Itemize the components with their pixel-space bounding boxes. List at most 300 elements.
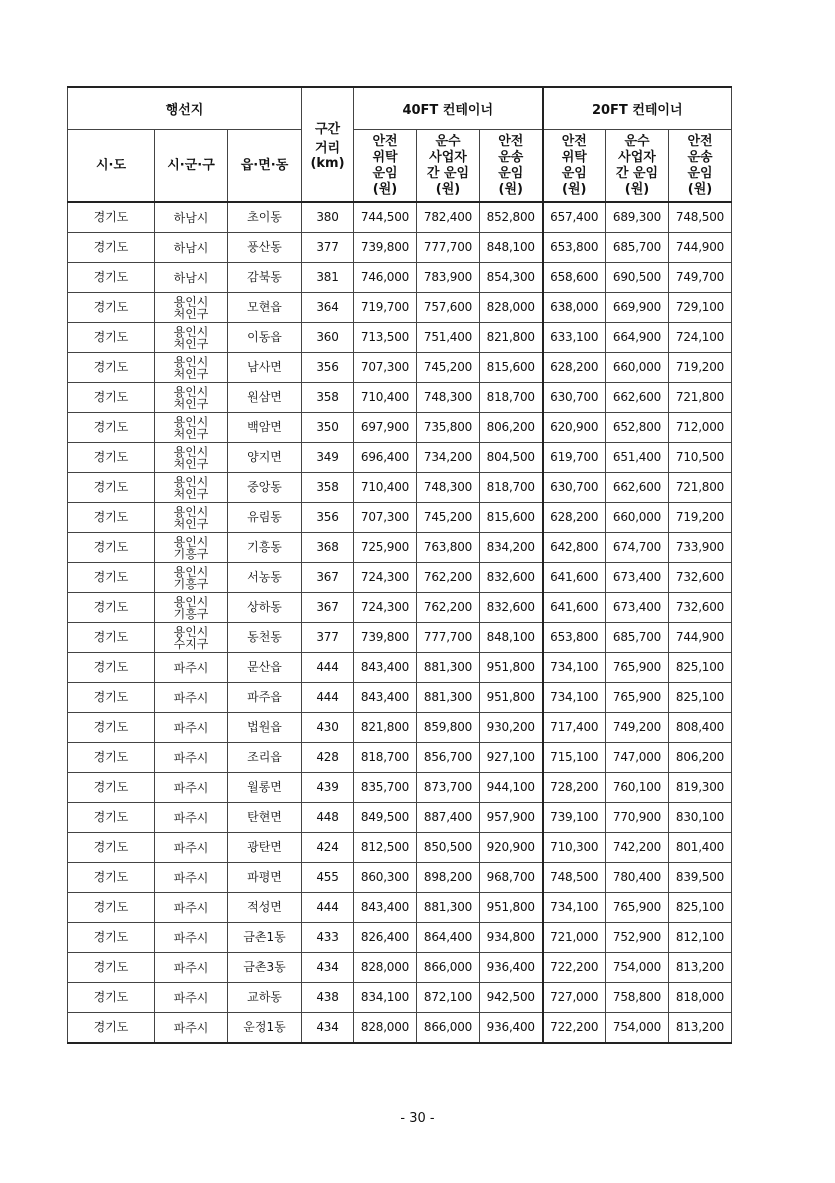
distance-cell: 439 <box>302 773 354 803</box>
safe-transport-20-cell: 801,400 <box>669 833 732 863</box>
distance-cell: 358 <box>302 383 354 413</box>
carrier-rate-40-cell: 745,200 <box>417 503 480 533</box>
sigungu-cell: 용인시 기흥구 <box>155 593 228 623</box>
safe-consign-40-cell: 843,400 <box>354 683 417 713</box>
safe-consign-20-cell: 739,100 <box>543 803 606 833</box>
eupmyeondong-header: 읍·면·동 <box>228 130 302 203</box>
distance-cell: 350 <box>302 413 354 443</box>
carrier-rate-20-cell: 752,900 <box>606 923 669 953</box>
eupmyeondong-cell: 상하동 <box>228 593 302 623</box>
table-row <box>68 383 732 413</box>
carrier-rate-40-cell: 873,700 <box>417 773 480 803</box>
safe-transport-40-cell: 968,700 <box>480 863 543 893</box>
destination-header: 행선지 <box>68 87 302 130</box>
carrier-rate-20-cell: 651,400 <box>606 443 669 473</box>
distance-cell: 448 <box>302 803 354 833</box>
carrier-rate-40-cell: 856,700 <box>417 743 480 773</box>
safe-consign-40-cell: 739,800 <box>354 233 417 263</box>
safe-transport-20-cell: 744,900 <box>669 233 732 263</box>
safe-consign-40-cell: 812,500 <box>354 833 417 863</box>
eupmyeondong-cell: 유림동 <box>228 503 302 533</box>
safe-consign-40-cell: 725,900 <box>354 533 417 563</box>
carrier-rate-20-cell: 674,700 <box>606 533 669 563</box>
safe-consign-20-cell: 734,100 <box>543 683 606 713</box>
carrier-rate-20-cell: 754,000 <box>606 1013 669 1044</box>
carrier-rate-40-cell: 777,700 <box>417 623 480 653</box>
safe-transport-20-cell: 806,200 <box>669 743 732 773</box>
eupmyeondong-cell: 이동읍 <box>228 323 302 353</box>
safe-transport-40-cell: 951,800 <box>480 893 543 923</box>
carrier-rate-20-cell: 770,900 <box>606 803 669 833</box>
table-row <box>68 743 732 773</box>
carrier-rate-40-cell: 748,300 <box>417 383 480 413</box>
safe-consign-40-cell: 696,400 <box>354 443 417 473</box>
safe-consign-40-cell: 860,300 <box>354 863 417 893</box>
safe-transport-20-cell: 839,500 <box>669 863 732 893</box>
sigungu-cell: 파주시 <box>155 893 228 923</box>
safe-transport-40-cell: 832,600 <box>480 563 543 593</box>
carrier-rate-40-cell: 866,000 <box>417 1013 480 1044</box>
page-number: - 30 - <box>400 1111 435 1126</box>
table-row <box>68 533 732 563</box>
sido-cell: 경기도 <box>68 323 155 353</box>
table-row <box>68 263 732 293</box>
sigungu-cell: 용인시 처인구 <box>155 503 228 533</box>
table-row <box>68 563 732 593</box>
safe-transport-40-header: 안전 운송 운임 (원) <box>480 130 543 203</box>
safe-transport-20-cell: 710,500 <box>669 443 732 473</box>
table-row <box>68 413 732 443</box>
safe-transport-20-cell: 733,900 <box>669 533 732 563</box>
table-row <box>68 893 732 923</box>
table-row <box>68 202 732 233</box>
safe-transport-20-cell: 748,500 <box>669 202 732 233</box>
carrier-rate-40-cell: 757,600 <box>417 293 480 323</box>
safe-consign-40-cell: 821,800 <box>354 713 417 743</box>
safe-transport-40-cell: 852,800 <box>480 202 543 233</box>
safe-transport-20-cell: 818,000 <box>669 983 732 1013</box>
carrier-rate-40-cell: 762,200 <box>417 563 480 593</box>
table-row <box>68 443 732 473</box>
distance-cell: 360 <box>302 323 354 353</box>
sigungu-cell: 파주시 <box>155 983 228 1013</box>
table-row <box>68 953 732 983</box>
sigungu-cell: 용인시 처인구 <box>155 323 228 353</box>
safe-transport-40-cell: 815,600 <box>480 353 543 383</box>
distance-cell: 356 <box>302 353 354 383</box>
eupmyeondong-cell: 적성면 <box>228 893 302 923</box>
safe-consign-20-cell: 748,500 <box>543 863 606 893</box>
eupmyeondong-cell: 초이동 <box>228 202 302 233</box>
table-row <box>68 923 732 953</box>
safe-consign-40-cell: 835,700 <box>354 773 417 803</box>
distance-cell: 444 <box>302 893 354 923</box>
safe-consign-40-cell: 828,000 <box>354 1013 417 1044</box>
sido-cell: 경기도 <box>68 983 155 1013</box>
sido-cell: 경기도 <box>68 923 155 953</box>
sigungu-cell: 파주시 <box>155 803 228 833</box>
safe-consign-20-cell: 628,200 <box>543 353 606 383</box>
sigungu-cell: 파주시 <box>155 683 228 713</box>
carrier-rate-20-cell: 685,700 <box>606 233 669 263</box>
carrier-rate-20-cell: 765,900 <box>606 683 669 713</box>
safe-consign-40-cell: 707,300 <box>354 353 417 383</box>
carrier-rate-20-cell: 664,900 <box>606 323 669 353</box>
carrier-rate-40-cell: 850,500 <box>417 833 480 863</box>
sido-cell: 경기도 <box>68 202 155 233</box>
table-row <box>68 983 732 1013</box>
sigungu-cell: 용인시 처인구 <box>155 443 228 473</box>
distance-cell: 377 <box>302 233 354 263</box>
sido-cell: 경기도 <box>68 563 155 593</box>
sido-cell: 경기도 <box>68 953 155 983</box>
sigungu-header: 시·군·구 <box>155 130 228 203</box>
carrier-rate-20-cell: 660,000 <box>606 353 669 383</box>
safe-transport-40-cell: 934,800 <box>480 923 543 953</box>
carrier-rate-20-cell: 690,500 <box>606 263 669 293</box>
carrier-rate-20-cell: 685,700 <box>606 623 669 653</box>
sido-cell: 경기도 <box>68 653 155 683</box>
carrier-rate-20-cell: 749,200 <box>606 713 669 743</box>
safe-transport-20-cell: 712,000 <box>669 413 732 443</box>
eupmyeondong-cell: 운정1동 <box>228 1013 302 1044</box>
carrier-rate-40-cell: 881,300 <box>417 893 480 923</box>
carrier-rate-20-cell: 742,200 <box>606 833 669 863</box>
table-row <box>68 1013 732 1044</box>
safe-transport-40-cell: 936,400 <box>480 1013 543 1044</box>
eupmyeondong-cell: 중앙동 <box>228 473 302 503</box>
eupmyeondong-cell: 백암면 <box>228 413 302 443</box>
container-20ft-header: 20FT 컨테이너 <box>543 87 732 130</box>
distance-cell: 444 <box>302 683 354 713</box>
safe-consign-20-cell: 734,100 <box>543 893 606 923</box>
distance-cell: 368 <box>302 533 354 563</box>
carrier-rate-40-cell: 751,400 <box>417 323 480 353</box>
distance-cell: 380 <box>302 202 354 233</box>
carrier-rate-20-cell: 662,600 <box>606 383 669 413</box>
distance-header: 구간 거리 (km) <box>302 87 354 202</box>
sido-cell: 경기도 <box>68 473 155 503</box>
sido-cell: 경기도 <box>68 593 155 623</box>
distance-cell: 434 <box>302 953 354 983</box>
safe-consign-40-cell: 826,400 <box>354 923 417 953</box>
safe-consign-40-cell: 707,300 <box>354 503 417 533</box>
container-40ft-header: 40FT 컨테이너 <box>354 87 543 130</box>
distance-cell: 433 <box>302 923 354 953</box>
safe-consign-20-cell: 717,400 <box>543 713 606 743</box>
safe-consign-20-cell: 715,100 <box>543 743 606 773</box>
sido-cell: 경기도 <box>68 623 155 653</box>
safe-transport-20-cell: 719,200 <box>669 353 732 383</box>
safe-consign-20-cell: 630,700 <box>543 383 606 413</box>
distance-cell: 367 <box>302 593 354 623</box>
table-row <box>68 233 732 263</box>
carrier-rate-40-cell: 887,400 <box>417 803 480 833</box>
table-row <box>68 503 732 533</box>
sido-cell: 경기도 <box>68 263 155 293</box>
sigungu-cell: 하남시 <box>155 202 228 233</box>
eupmyeondong-cell: 법원읍 <box>228 713 302 743</box>
safe-transport-20-cell: 825,100 <box>669 683 732 713</box>
sido-cell: 경기도 <box>68 803 155 833</box>
table-row <box>68 863 732 893</box>
carrier-rate-20-cell: 673,400 <box>606 593 669 623</box>
eupmyeondong-cell: 원삼면 <box>228 383 302 413</box>
table-row <box>68 773 732 803</box>
table-row <box>68 833 732 863</box>
safe-consign-40-cell: 739,800 <box>354 623 417 653</box>
carrier-rate-40-cell: 745,200 <box>417 353 480 383</box>
freight-rate-table <box>67 86 732 1044</box>
sido-cell: 경기도 <box>68 683 155 713</box>
safe-consign-20-cell: 633,100 <box>543 323 606 353</box>
distance-cell: 367 <box>302 563 354 593</box>
safe-transport-20-cell: 721,800 <box>669 473 732 503</box>
sigungu-cell: 하남시 <box>155 263 228 293</box>
safe-transport-20-cell: 812,100 <box>669 923 732 953</box>
carrier-rate-40-cell: 763,800 <box>417 533 480 563</box>
safe-consign-20-cell: 620,900 <box>543 413 606 443</box>
sigungu-cell: 파주시 <box>155 743 228 773</box>
sido-cell: 경기도 <box>68 533 155 563</box>
sido-cell: 경기도 <box>68 713 155 743</box>
safe-consign-40-cell: 843,400 <box>354 893 417 923</box>
carrier-rate-20-cell: 760,100 <box>606 773 669 803</box>
safe-transport-40-cell: 936,400 <box>480 953 543 983</box>
eupmyeondong-cell: 감북동 <box>228 263 302 293</box>
eupmyeondong-cell: 모현읍 <box>228 293 302 323</box>
table-row <box>68 593 732 623</box>
sigungu-cell: 파주시 <box>155 713 228 743</box>
safe-transport-20-cell: 819,300 <box>669 773 732 803</box>
distance-cell: 438 <box>302 983 354 1013</box>
carrier-rate-40-cell: 762,200 <box>417 593 480 623</box>
sigungu-cell: 용인시 처인구 <box>155 353 228 383</box>
carrier-rate-20-cell: 754,000 <box>606 953 669 983</box>
eupmyeondong-cell: 조리읍 <box>228 743 302 773</box>
safe-consign-40-cell: 746,000 <box>354 263 417 293</box>
safe-transport-40-cell: 806,200 <box>480 413 543 443</box>
carrier-rate-40-cell: 881,300 <box>417 653 480 683</box>
safe-consign-20-cell: 722,200 <box>543 1013 606 1044</box>
carrier-rate-20-cell: 669,900 <box>606 293 669 323</box>
safe-consign-40-header: 안전 위탁 운임 (원) <box>354 130 417 203</box>
safe-consign-20-cell: 630,700 <box>543 473 606 503</box>
table-row <box>68 473 732 503</box>
eupmyeondong-cell: 광탄면 <box>228 833 302 863</box>
carrier-rate-20-cell: 747,000 <box>606 743 669 773</box>
safe-consign-20-cell: 638,000 <box>543 293 606 323</box>
sigungu-cell: 용인시 처인구 <box>155 383 228 413</box>
safe-transport-20-cell: 813,200 <box>669 953 732 983</box>
sido-cell: 경기도 <box>68 503 155 533</box>
distance-cell: 356 <box>302 503 354 533</box>
sigungu-cell: 용인시 처인구 <box>155 413 228 443</box>
sigungu-cell: 용인시 처인구 <box>155 473 228 503</box>
safe-consign-20-cell: 653,800 <box>543 233 606 263</box>
safe-consign-40-cell: 843,400 <box>354 653 417 683</box>
safe-consign-20-cell: 642,800 <box>543 533 606 563</box>
sigungu-cell: 파주시 <box>155 863 228 893</box>
safe-transport-20-cell: 825,100 <box>669 653 732 683</box>
eupmyeondong-cell: 파평면 <box>228 863 302 893</box>
carrier-rate-40-cell: 777,700 <box>417 233 480 263</box>
sigungu-cell: 용인시 기흥구 <box>155 533 228 563</box>
eupmyeondong-cell: 파주읍 <box>228 683 302 713</box>
eupmyeondong-cell: 금촌3동 <box>228 953 302 983</box>
carrier-rate-20-cell: 662,600 <box>606 473 669 503</box>
safe-transport-40-cell: 821,800 <box>480 323 543 353</box>
safe-consign-20-cell: 658,600 <box>543 263 606 293</box>
distance-cell: 358 <box>302 473 354 503</box>
carrier-rate-20-cell: 765,900 <box>606 893 669 923</box>
sido-cell: 경기도 <box>68 383 155 413</box>
safe-transport-40-cell: 832,600 <box>480 593 543 623</box>
safe-transport-40-cell: 834,200 <box>480 533 543 563</box>
safe-consign-20-cell: 728,200 <box>543 773 606 803</box>
safe-transport-20-cell: 732,600 <box>669 563 732 593</box>
safe-consign-40-cell: 744,500 <box>354 202 417 233</box>
safe-transport-40-cell: 804,500 <box>480 443 543 473</box>
safe-transport-20-cell: 749,700 <box>669 263 732 293</box>
sigungu-cell: 용인시 기흥구 <box>155 563 228 593</box>
eupmyeondong-cell: 교하동 <box>228 983 302 1013</box>
carrier-rate-20-cell: 689,300 <box>606 202 669 233</box>
sido-cell: 경기도 <box>68 773 155 803</box>
safe-consign-40-cell: 710,400 <box>354 473 417 503</box>
carrier-rate-20-cell: 765,900 <box>606 653 669 683</box>
safe-transport-20-cell: 729,100 <box>669 293 732 323</box>
sido-cell: 경기도 <box>68 443 155 473</box>
safe-transport-20-cell: 719,200 <box>669 503 732 533</box>
eupmyeondong-cell: 남사면 <box>228 353 302 383</box>
safe-transport-20-cell: 830,100 <box>669 803 732 833</box>
sido-cell: 경기도 <box>68 293 155 323</box>
sigungu-cell: 파주시 <box>155 773 228 803</box>
safe-transport-40-cell: 942,500 <box>480 983 543 1013</box>
carrier-rate-20-cell: 758,800 <box>606 983 669 1013</box>
safe-consign-40-cell: 697,900 <box>354 413 417 443</box>
sigungu-cell: 파주시 <box>155 1013 228 1044</box>
safe-transport-40-cell: 818,700 <box>480 383 543 413</box>
sido-header: 시·도 <box>68 130 155 203</box>
safe-transport-40-cell: 818,700 <box>480 473 543 503</box>
safe-transport-40-cell: 951,800 <box>480 683 543 713</box>
distance-cell: 377 <box>302 623 354 653</box>
table-row <box>68 803 732 833</box>
carrier-rate-40-cell: 881,300 <box>417 683 480 713</box>
safe-transport-20-cell: 744,900 <box>669 623 732 653</box>
sido-cell: 경기도 <box>68 893 155 923</box>
carrier-rate-40-cell: 735,800 <box>417 413 480 443</box>
distance-cell: 434 <box>302 1013 354 1044</box>
safe-transport-40-cell: 815,600 <box>480 503 543 533</box>
sigungu-cell: 하남시 <box>155 233 228 263</box>
carrier-rate-20-cell: 660,000 <box>606 503 669 533</box>
carrier-rate-40-cell: 872,100 <box>417 983 480 1013</box>
safe-consign-20-cell: 710,300 <box>543 833 606 863</box>
carrier-rate-20-cell: 652,800 <box>606 413 669 443</box>
eupmyeondong-cell: 서농동 <box>228 563 302 593</box>
safe-consign-40-cell: 818,700 <box>354 743 417 773</box>
safe-transport-40-cell: 920,900 <box>480 833 543 863</box>
distance-cell: 430 <box>302 713 354 743</box>
safe-consign-20-cell: 653,800 <box>543 623 606 653</box>
carrier-rate-40-cell: 734,200 <box>417 443 480 473</box>
carrier-rate-40-cell: 859,800 <box>417 713 480 743</box>
table-row <box>68 323 732 353</box>
eupmyeondong-cell: 문산읍 <box>228 653 302 683</box>
safe-transport-20-header: 안전 운송 운임 (원) <box>669 130 732 203</box>
eupmyeondong-cell: 탄현면 <box>228 803 302 833</box>
safe-transport-40-cell: 951,800 <box>480 653 543 683</box>
sigungu-cell: 파주시 <box>155 923 228 953</box>
sigungu-cell: 파주시 <box>155 953 228 983</box>
table-row <box>68 293 732 323</box>
sigungu-cell: 용인시 수지구 <box>155 623 228 653</box>
safe-consign-40-cell: 828,000 <box>354 953 417 983</box>
eupmyeondong-cell: 동천동 <box>228 623 302 653</box>
safe-transport-40-cell: 944,100 <box>480 773 543 803</box>
safe-consign-20-cell: 641,600 <box>543 563 606 593</box>
sido-cell: 경기도 <box>68 1013 155 1044</box>
safe-consign-20-cell: 722,200 <box>543 953 606 983</box>
eupmyeondong-cell: 기흥동 <box>228 533 302 563</box>
safe-consign-40-cell: 719,700 <box>354 293 417 323</box>
safe-consign-20-cell: 721,000 <box>543 923 606 953</box>
carrier-rate-20-header: 운수 사업자 간 운임 (원) <box>606 130 669 203</box>
safe-consign-20-cell: 641,600 <box>543 593 606 623</box>
sido-cell: 경기도 <box>68 833 155 863</box>
safe-transport-20-cell: 813,200 <box>669 1013 732 1044</box>
distance-cell: 444 <box>302 653 354 683</box>
sigungu-cell: 파주시 <box>155 653 228 683</box>
safe-transport-20-cell: 808,400 <box>669 713 732 743</box>
safe-transport-20-cell: 724,100 <box>669 323 732 353</box>
sido-cell: 경기도 <box>68 743 155 773</box>
safe-consign-40-cell: 834,100 <box>354 983 417 1013</box>
eupmyeondong-cell: 풍산동 <box>228 233 302 263</box>
safe-transport-40-cell: 854,300 <box>480 263 543 293</box>
safe-transport-40-cell: 930,200 <box>480 713 543 743</box>
distance-cell: 455 <box>302 863 354 893</box>
table-row <box>68 653 732 683</box>
carrier-rate-40-cell: 748,300 <box>417 473 480 503</box>
safe-consign-20-cell: 727,000 <box>543 983 606 1013</box>
carrier-rate-40-header: 운수 사업자 간 운임 (원) <box>417 130 480 203</box>
safe-transport-20-cell: 732,600 <box>669 593 732 623</box>
carrier-rate-40-cell: 782,400 <box>417 202 480 233</box>
safe-consign-20-cell: 628,200 <box>543 503 606 533</box>
safe-consign-20-cell: 657,400 <box>543 202 606 233</box>
sigungu-cell: 파주시 <box>155 833 228 863</box>
safe-consign-20-cell: 734,100 <box>543 653 606 683</box>
carrier-rate-40-cell: 898,200 <box>417 863 480 893</box>
eupmyeondong-cell: 양지면 <box>228 443 302 473</box>
table-row <box>68 623 732 653</box>
distance-cell: 381 <box>302 263 354 293</box>
sido-cell: 경기도 <box>68 233 155 263</box>
distance-cell: 349 <box>302 443 354 473</box>
sido-cell: 경기도 <box>68 413 155 443</box>
safe-consign-40-cell: 724,300 <box>354 563 417 593</box>
safe-transport-40-cell: 957,900 <box>480 803 543 833</box>
sido-cell: 경기도 <box>68 863 155 893</box>
sigungu-cell: 용인시 처인구 <box>155 293 228 323</box>
eupmyeondong-cell: 월롱면 <box>228 773 302 803</box>
safe-consign-40-cell: 713,500 <box>354 323 417 353</box>
safe-consign-40-cell: 724,300 <box>354 593 417 623</box>
